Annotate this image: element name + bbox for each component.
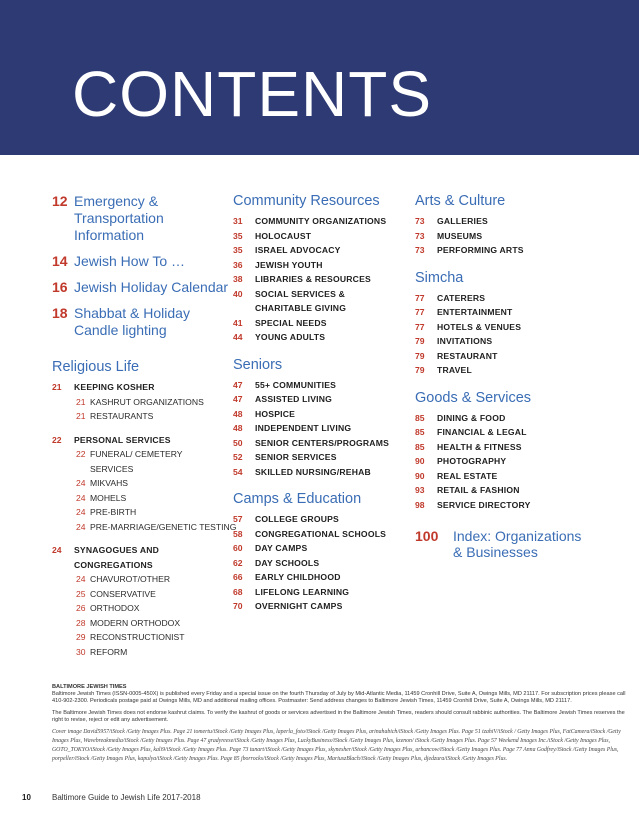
toc-subentry[interactable] [52,476,230,491]
toc-feature-entry[interactable] [52,253,230,270]
entry-label: PHOTOGRAPHY [437,456,507,466]
masthead-footer [52,684,636,768]
page-number-label: 29 [76,632,86,642]
entry-label: ORTHODOX [90,603,140,613]
entry-label: MUSEUMS [437,230,483,241]
page-number-label: 24 [76,478,86,488]
page-number-label: 77 [415,307,425,317]
toc-entry[interactable] [415,469,630,484]
page-number-label: 73 [415,216,425,226]
entry-label: Shabbat & Holiday Candle lighting [74,305,190,338]
entry-label: SPECIAL NEEDS [255,317,327,328]
page-number-label: 77 [415,292,425,303]
section-title-simcha: Simcha [415,269,464,286]
page-number-label: 70 [233,601,243,611]
entry-label: REAL ESTATE [437,470,498,481]
page-number-label: 21 [52,382,62,392]
section-title-arts-culture: Arts & Culture [415,193,506,209]
toc-entry[interactable] [233,599,411,614]
page-number-label: 100 [415,528,439,544]
entry-label: Index: Organizations & Businesses [453,528,582,560]
toc-subentry[interactable] [52,520,237,535]
toc-entry[interactable] [233,512,411,527]
page-number-label: 35 [233,245,243,255]
entry-label: YOUNG ADULTS [255,332,326,342]
page-number-label: 68 [233,586,243,597]
page-number-label: 22 [76,449,86,459]
toc-entry[interactable] [233,214,411,229]
page-number-label: 60 [233,543,243,553]
page-number-label: 73 [415,230,425,241]
entry-label: GALLERIES [437,216,488,226]
entry-label: HOSPICE [255,408,296,419]
section-title-religious-life: Religious Life [52,359,140,375]
page-number-label: 16 [52,279,68,295]
page-number: 10 [22,793,31,802]
entry-label: RETAIL & FASHION [437,485,520,495]
toc-subentry[interactable] [52,505,230,520]
page-number-label: 22 [52,434,62,445]
page-number-label: 12 [52,193,68,209]
publication-info: Baltimore Jewish Times (ISSN-0005-450X) is published every Friday and a special issue on the fourth Thursday of July by Mid-Atlantic Media, 11459 Cronhill Drive, Suite A, Owings Mills, MD 21117. For subscription prices please call 410-902-2300. Periodicals postage paid at Owings Mills, MD and additional mailing offices. Postmaster: Send address changes to Baltimore Jewish Times, 11459 Cronhill Drive, Suite A, Owings Mills, MD 21117. [52,691,626,705]
entry-label: ISRAEL ADVOCACY [255,245,341,255]
toc-entry[interactable] [415,214,630,229]
toc-entry[interactable] [415,349,630,364]
toc-entry[interactable] [52,380,230,395]
entry-label: INVITATIONS [437,336,493,346]
page-number-label: 21 [76,396,86,407]
page-number-label: 90 [415,456,425,466]
entry-label: RESTAURANTS [90,411,154,421]
entry-label: CONSERVATIVE [90,588,156,599]
entry-label: Jewish Holiday Calendar [74,279,229,295]
page-number-label: 79 [415,365,425,375]
page-number-label: 52 [233,452,243,462]
toc-entry[interactable] [233,407,411,422]
page-number-label: 25 [76,588,86,599]
toc-feature-entry[interactable] [52,279,230,296]
toc-entry[interactable] [415,320,630,335]
toc-entry[interactable] [233,527,411,542]
toc-entry[interactable] [233,450,411,465]
page-number-label: 40 [233,288,243,299]
toc-entry[interactable] [415,305,630,320]
toc-subentry[interactable] [52,447,230,476]
toc-subentry[interactable] [52,491,230,506]
entry-label: TRAVEL [437,365,472,375]
entry-label: DINING & FOOD [437,412,506,423]
toc-group-seniors [233,378,411,480]
toc-feature-entry[interactable] [52,305,230,339]
toc-entry[interactable] [233,465,411,480]
toc-group-simcha [415,291,630,378]
entry-label: HOTELS & VENUES [437,321,522,332]
entry-label: OVERNIGHT CAMPS [255,601,343,611]
page-number-label: 26 [76,603,86,613]
toc-entry[interactable] [233,541,411,556]
entry-label: PERSONAL SERVICES [74,434,171,445]
running-footer-title: Baltimore Guide to Jewish Life 2017-2018 [52,793,201,802]
page-number-label: 66 [233,572,243,582]
entry-label: FINANCIAL & LEGAL [437,427,527,437]
page-number-label: 90 [415,470,425,481]
page-number-label: 41 [233,317,243,328]
entry-label: SYNAGOGUES AND CONGREGATIONS [74,545,160,570]
toc-entry[interactable] [415,454,630,469]
toc-group-kosher [52,380,230,424]
page-number-label: 31 [233,216,243,226]
toc-entry[interactable] [233,378,411,393]
entry-label: JEWISH YOUTH [255,259,323,270]
page-number-label: 24 [52,545,62,555]
toc-group-community [233,214,411,345]
entry-label: HOLOCAUST [255,230,312,241]
toc-group-personal-services [52,433,237,535]
toc-column-3 [415,193,630,560]
entry-label: PERFORMING ARTS [437,245,524,255]
section-title-community-resources: Community Resources [233,193,380,209]
toc-subentry[interactable] [52,630,230,645]
toc-entry[interactable] [415,243,630,258]
toc-subentry[interactable] [52,395,230,410]
page-number-label: 47 [233,379,243,390]
entry-label: DAY SCHOOLS [255,557,320,568]
header-banner [0,0,639,155]
page-number-label: 14 [52,253,68,269]
entry-label: SOCIAL SERVICES & CHARITABLE GIVING [255,288,347,313]
toc-entry[interactable] [415,291,630,306]
entry-label: Emergency & Transportation Information [74,193,164,243]
toc-entry[interactable] [415,411,630,426]
entry-label: PRE-BIRTH [90,507,137,517]
entry-label: FUNERAL/ CEMETERY SERVICES [90,449,183,474]
toc-subentry[interactable] [52,409,230,424]
page-number-label: 93 [415,485,425,495]
toc-entry[interactable] [415,334,630,349]
toc-entry[interactable] [233,258,411,273]
toc-entry[interactable] [233,316,411,331]
page-number-label: 73 [415,245,425,255]
entry-label: COMMUNITY ORGANIZATIONS [255,216,387,226]
publication-name: BALTIMORE JEWISH TIMES [52,684,127,690]
toc-entry[interactable] [233,243,411,258]
advertising-disclaimer: The Baltimore Jewish Times does not endorse kashrut claims. To verify the kashrut of goods or services advertised in the Baltimore Jewish Times, readers should consult rabbinic authorities. The Baltimore Jewish Times reserves the right to revise, reject or edit any advertisement. [52,709,625,723]
toc-entry[interactable] [233,585,411,600]
toc-subentry[interactable] [52,601,230,616]
page-number-label: 44 [233,332,243,342]
toc-entry[interactable] [233,287,411,316]
toc-column-2 [233,193,411,622]
page-number-label: 48 [233,408,243,419]
entry-label: SENIOR SERVICES [255,452,337,462]
toc-entry[interactable] [233,229,411,244]
entry-label: SENIOR CENTERS/PROGRAMS [255,437,389,448]
entry-label: REFORM [90,646,128,657]
toc-group-synagogues [52,543,230,659]
page-number-label: 85 [415,441,425,452]
toc-entry[interactable] [415,440,630,455]
toc-entry[interactable] [233,570,411,585]
toc-subentry[interactable] [52,587,230,602]
toc-entry[interactable] [52,543,230,572]
entry-label: EARLY CHILDHOOD [255,572,341,582]
toc-group-arts [415,214,630,258]
toc-group-goods [415,411,630,513]
entry-label: ASSISTED LIVING [255,394,333,404]
entry-label: MOHELS [90,492,127,503]
toc-entry[interactable] [233,392,411,407]
toc-feature-entry[interactable] [52,193,230,244]
toc-subentry[interactable] [52,645,230,660]
section-title-goods-services: Goods & Services [415,389,532,406]
entry-label: CATERERS [437,292,486,303]
toc-subentry[interactable] [52,572,230,587]
entry-label: DAY CAMPS [255,543,308,553]
toc-column-1 [52,193,237,667]
page-number-label: 57 [233,514,243,524]
entry-label: COLLEGE GROUPS [255,514,339,524]
toc-index-entry[interactable] [415,528,630,560]
toc-group-camps [233,512,411,614]
entry-label: PRE-MARRIAGE/GENETIC TESTING [90,521,237,532]
toc-entry[interactable] [415,425,630,440]
page-number-label: 48 [233,423,243,433]
toc-entry[interactable] [233,556,411,571]
page-number-label: 79 [415,336,425,346]
page-number-label: 24 [76,574,86,584]
toc-entry[interactable] [415,483,630,498]
entry-label: CONGREGATIONAL SCHOOLS [255,528,387,539]
entry-label: INDEPENDENT LIVING [255,423,352,433]
toc-subentry[interactable] [52,616,230,631]
toc-entry[interactable] [415,498,630,513]
entry-label: RECONSTRUCTIONIST [90,632,185,642]
entry-label: CHAVUROT/OTHER [90,574,171,584]
page-title: CONTENTS [72,58,432,130]
page-number-label: 24 [76,507,86,517]
entry-label: LIFELONG LEARNING [255,586,350,597]
entry-label: KASHRUT ORGANIZATIONS [90,396,204,407]
toc-entry[interactable] [415,229,630,244]
toc-entry[interactable] [233,330,411,345]
toc-entry[interactable] [52,433,230,448]
page-number-label: 18 [52,305,68,321]
page-number-label: 50 [233,437,243,448]
page-number-label: 98 [415,499,425,510]
entry-label: ENTERTAINMENT [437,307,513,317]
page-number-label: 24 [76,521,86,532]
section-title-seniors: Seniors [233,356,283,373]
page-number-label: 30 [76,646,86,657]
entry-label: SKILLED NURSING/REHAB [255,466,371,477]
toc-entry[interactable] [415,363,630,378]
page-number-label: 79 [415,350,425,361]
entry-label: MODERN ORTHODOX [90,617,181,628]
entry-label: LIBRARIES & RESOURCES [255,274,371,284]
toc-entry[interactable] [233,272,411,287]
page-number-label: 21 [76,411,86,421]
entry-label: 55+ COMMUNITIES [255,379,337,390]
section-title-camps-education: Camps & Education [233,491,362,507]
page-number-label: 62 [233,557,243,568]
page-number-label: 77 [415,321,425,332]
page-number-label: 85 [415,427,425,437]
page-number-label: 24 [76,492,86,503]
page-number-label: 28 [76,617,86,628]
page-number-label: 36 [233,259,243,270]
entry-label: HEALTH & FITNESS [437,441,522,452]
entry-label: KEEPING KOSHER [74,382,155,392]
entry-label: MIKVAHS [90,478,129,488]
page-number-label: 58 [233,528,243,539]
entry-label: SERVICE DIRECTORY [437,499,531,510]
toc-entry[interactable] [233,436,411,451]
entry-label: Jewish How To … [74,253,186,269]
page-number-label: 38 [233,274,243,284]
toc-entry[interactable] [233,421,411,436]
entry-label: RESTAURANT [437,350,498,361]
page-number-label: 47 [233,394,243,404]
image-credits: Cover image David5957/iStock /Getty Images Plus. Page 21 tomertu/iStock /Getty Images Plus, laperla_foto/iStock /Getty Images Plus, arinahabich/iStock /Getty Images Plus. Page 51 tzahiV/iStock / Getty Images Plus, FatCamera/iStock /Getty Images Plus, Wavebreakmedia/iStock /Getty Images Plus. Page 47 gradyreese/iStock /Getty Images Plus, LuckyBusiness/iStock /Getty Images Plus, kzenon/ iStock /Getty Images Plus. Page 57 Weekend Images Inc./iStock /Getty Images Plus, GOTO_TOKYO/iStock /Getty Images Plus, kali9/iStock /Getty Images Plus. Page 73 tunart/iStock /Getty Images Plus, skynesher/iStock /Getty Images Plus, urbancow/iStock /Getty Images Plus. Page 77 Anna Godfrey/iStock /Getty Images Plus, porpeller/iStock /Getty Images Plus, kapulya/iStock /Getty Images Plus. Page 85 jborrocks/iStock /Getty Images Plus, MariuszBlach/iStock /Getty Images Plus, djedzura/iStock /Getty Images Plus. [52,729,621,763]
page-number-label: 35 [233,230,243,241]
page-number-label: 85 [415,412,425,423]
page-number-label: 54 [233,466,243,477]
